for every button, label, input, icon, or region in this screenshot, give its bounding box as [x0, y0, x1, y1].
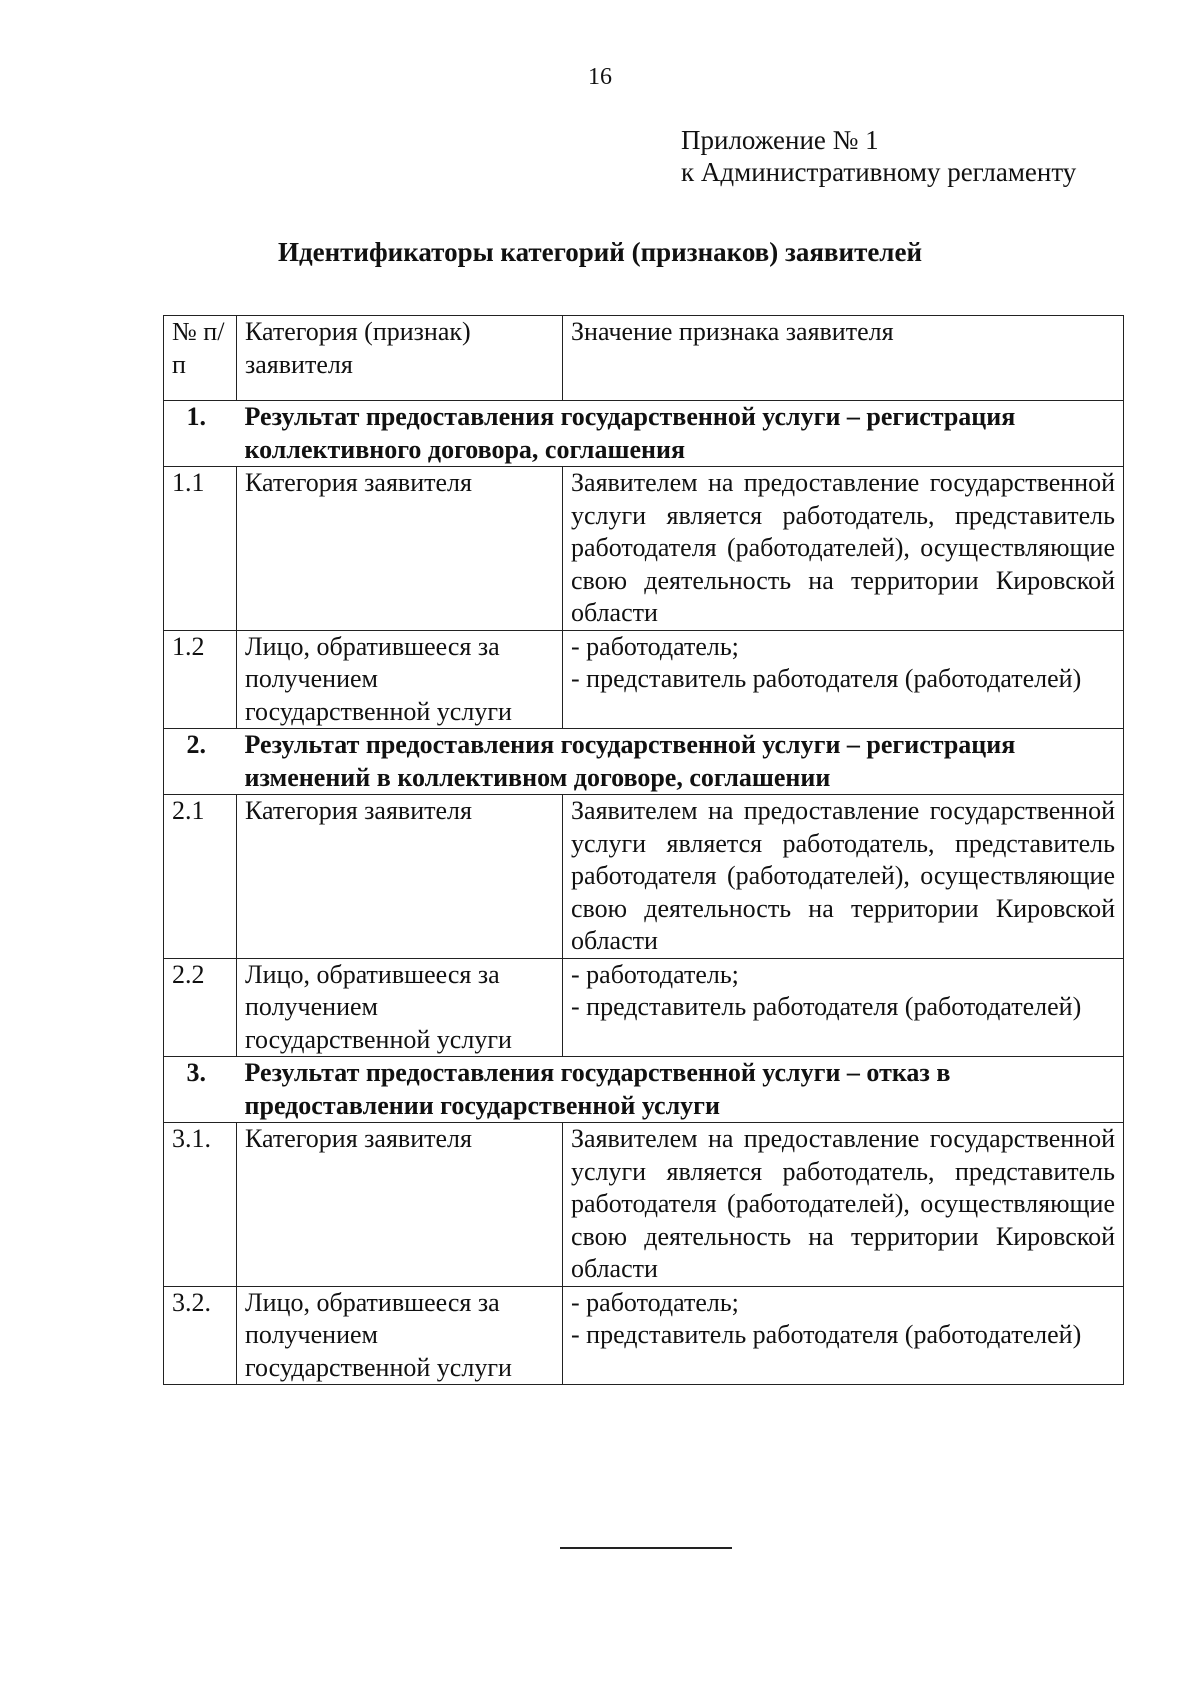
table-row: [164, 1123, 1124, 1287]
header-category: Категория (признак) заявителя: [237, 316, 563, 401]
appendix-reference: [681, 124, 1076, 188]
row-category: Лицо, обратившееся за получением государственной услуги: [237, 630, 563, 729]
appendix-line-2: к Административному регламенту: [681, 157, 1077, 187]
row-num: 1.2: [164, 630, 237, 729]
section-num: 2.: [164, 729, 237, 795]
table-row: [164, 958, 1124, 1057]
section-num: 3.: [164, 1057, 237, 1123]
section-row: [164, 401, 1124, 467]
end-of-document-divider: [560, 1547, 732, 1549]
table-row: [164, 1286, 1124, 1385]
applicant-categories-table: [163, 315, 1124, 1385]
row-value-list: [563, 958, 1124, 1057]
row-value: Заявителем на предоставление государственной услуги является работодатель, представитель работодателя (работодателей), осуществляющие свою деятельность на территории Кировской области: [563, 467, 1124, 631]
section-title: Результат предоставления государственной услуги – регистрация коллективного договора, соглашения: [237, 401, 1124, 467]
value-item: - работодатель;: [571, 959, 739, 989]
row-value-list: [563, 630, 1124, 729]
row-num: 1.1: [164, 467, 237, 631]
row-category: Лицо, обратившееся за получением государственной услуги: [237, 958, 563, 1057]
header-num: № п/п: [164, 316, 237, 401]
table-row: [164, 795, 1124, 959]
section-row: [164, 729, 1124, 795]
appendix-line-1: Приложение № 1: [681, 125, 879, 155]
value-item: - работодатель;: [571, 1287, 739, 1317]
row-value: Заявителем на предоставление государственной услуги является работодатель, представитель работодателя (работодателей), осуществляющие свою деятельность на территории Кировской области: [563, 1123, 1124, 1287]
document-title: Идентификаторы категорий (признаков) заявителей: [277, 237, 923, 267]
header-value: Значение признака заявителя: [563, 316, 1124, 401]
value-item: - представитель работодателя (работодателей): [571, 664, 1082, 693]
row-num: 2.1: [164, 795, 237, 959]
section-title: Результат предоставления государственной услуги – регистрация изменений в коллективном договоре, соглашении: [237, 729, 1124, 795]
value-item: - работодатель;: [571, 631, 739, 661]
table-row: [164, 630, 1124, 729]
table-row: [164, 467, 1124, 631]
page-number: 16: [588, 64, 612, 90]
row-category: Лицо, обратившееся за получением государственной услуги: [237, 1286, 563, 1385]
row-num: 3.1.: [164, 1123, 237, 1287]
row-num: 3.2.: [164, 1286, 237, 1385]
row-category: Категория заявителя: [237, 1123, 563, 1287]
section-num: 1.: [164, 401, 237, 467]
value-item: - представитель работодателя (работодателей): [571, 992, 1082, 1021]
row-value: Заявителем на предоставление государственной услуги является работодатель, представитель работодателя (работодателей), осуществляющие свою деятельность на территории Кировской области: [563, 795, 1124, 959]
row-num: 2.2: [164, 958, 237, 1057]
section-title: Результат предоставления государственной услуги – отказ в предоставлении государственной услуги: [237, 1057, 1124, 1123]
section-row: [164, 1057, 1124, 1123]
row-category: Категория заявителя: [237, 467, 563, 631]
row-value-list: [563, 1286, 1124, 1385]
row-category: Категория заявителя: [237, 795, 563, 959]
table-header-row: [164, 316, 1124, 401]
value-item: - представитель работодателя (работодателей): [571, 1320, 1082, 1349]
